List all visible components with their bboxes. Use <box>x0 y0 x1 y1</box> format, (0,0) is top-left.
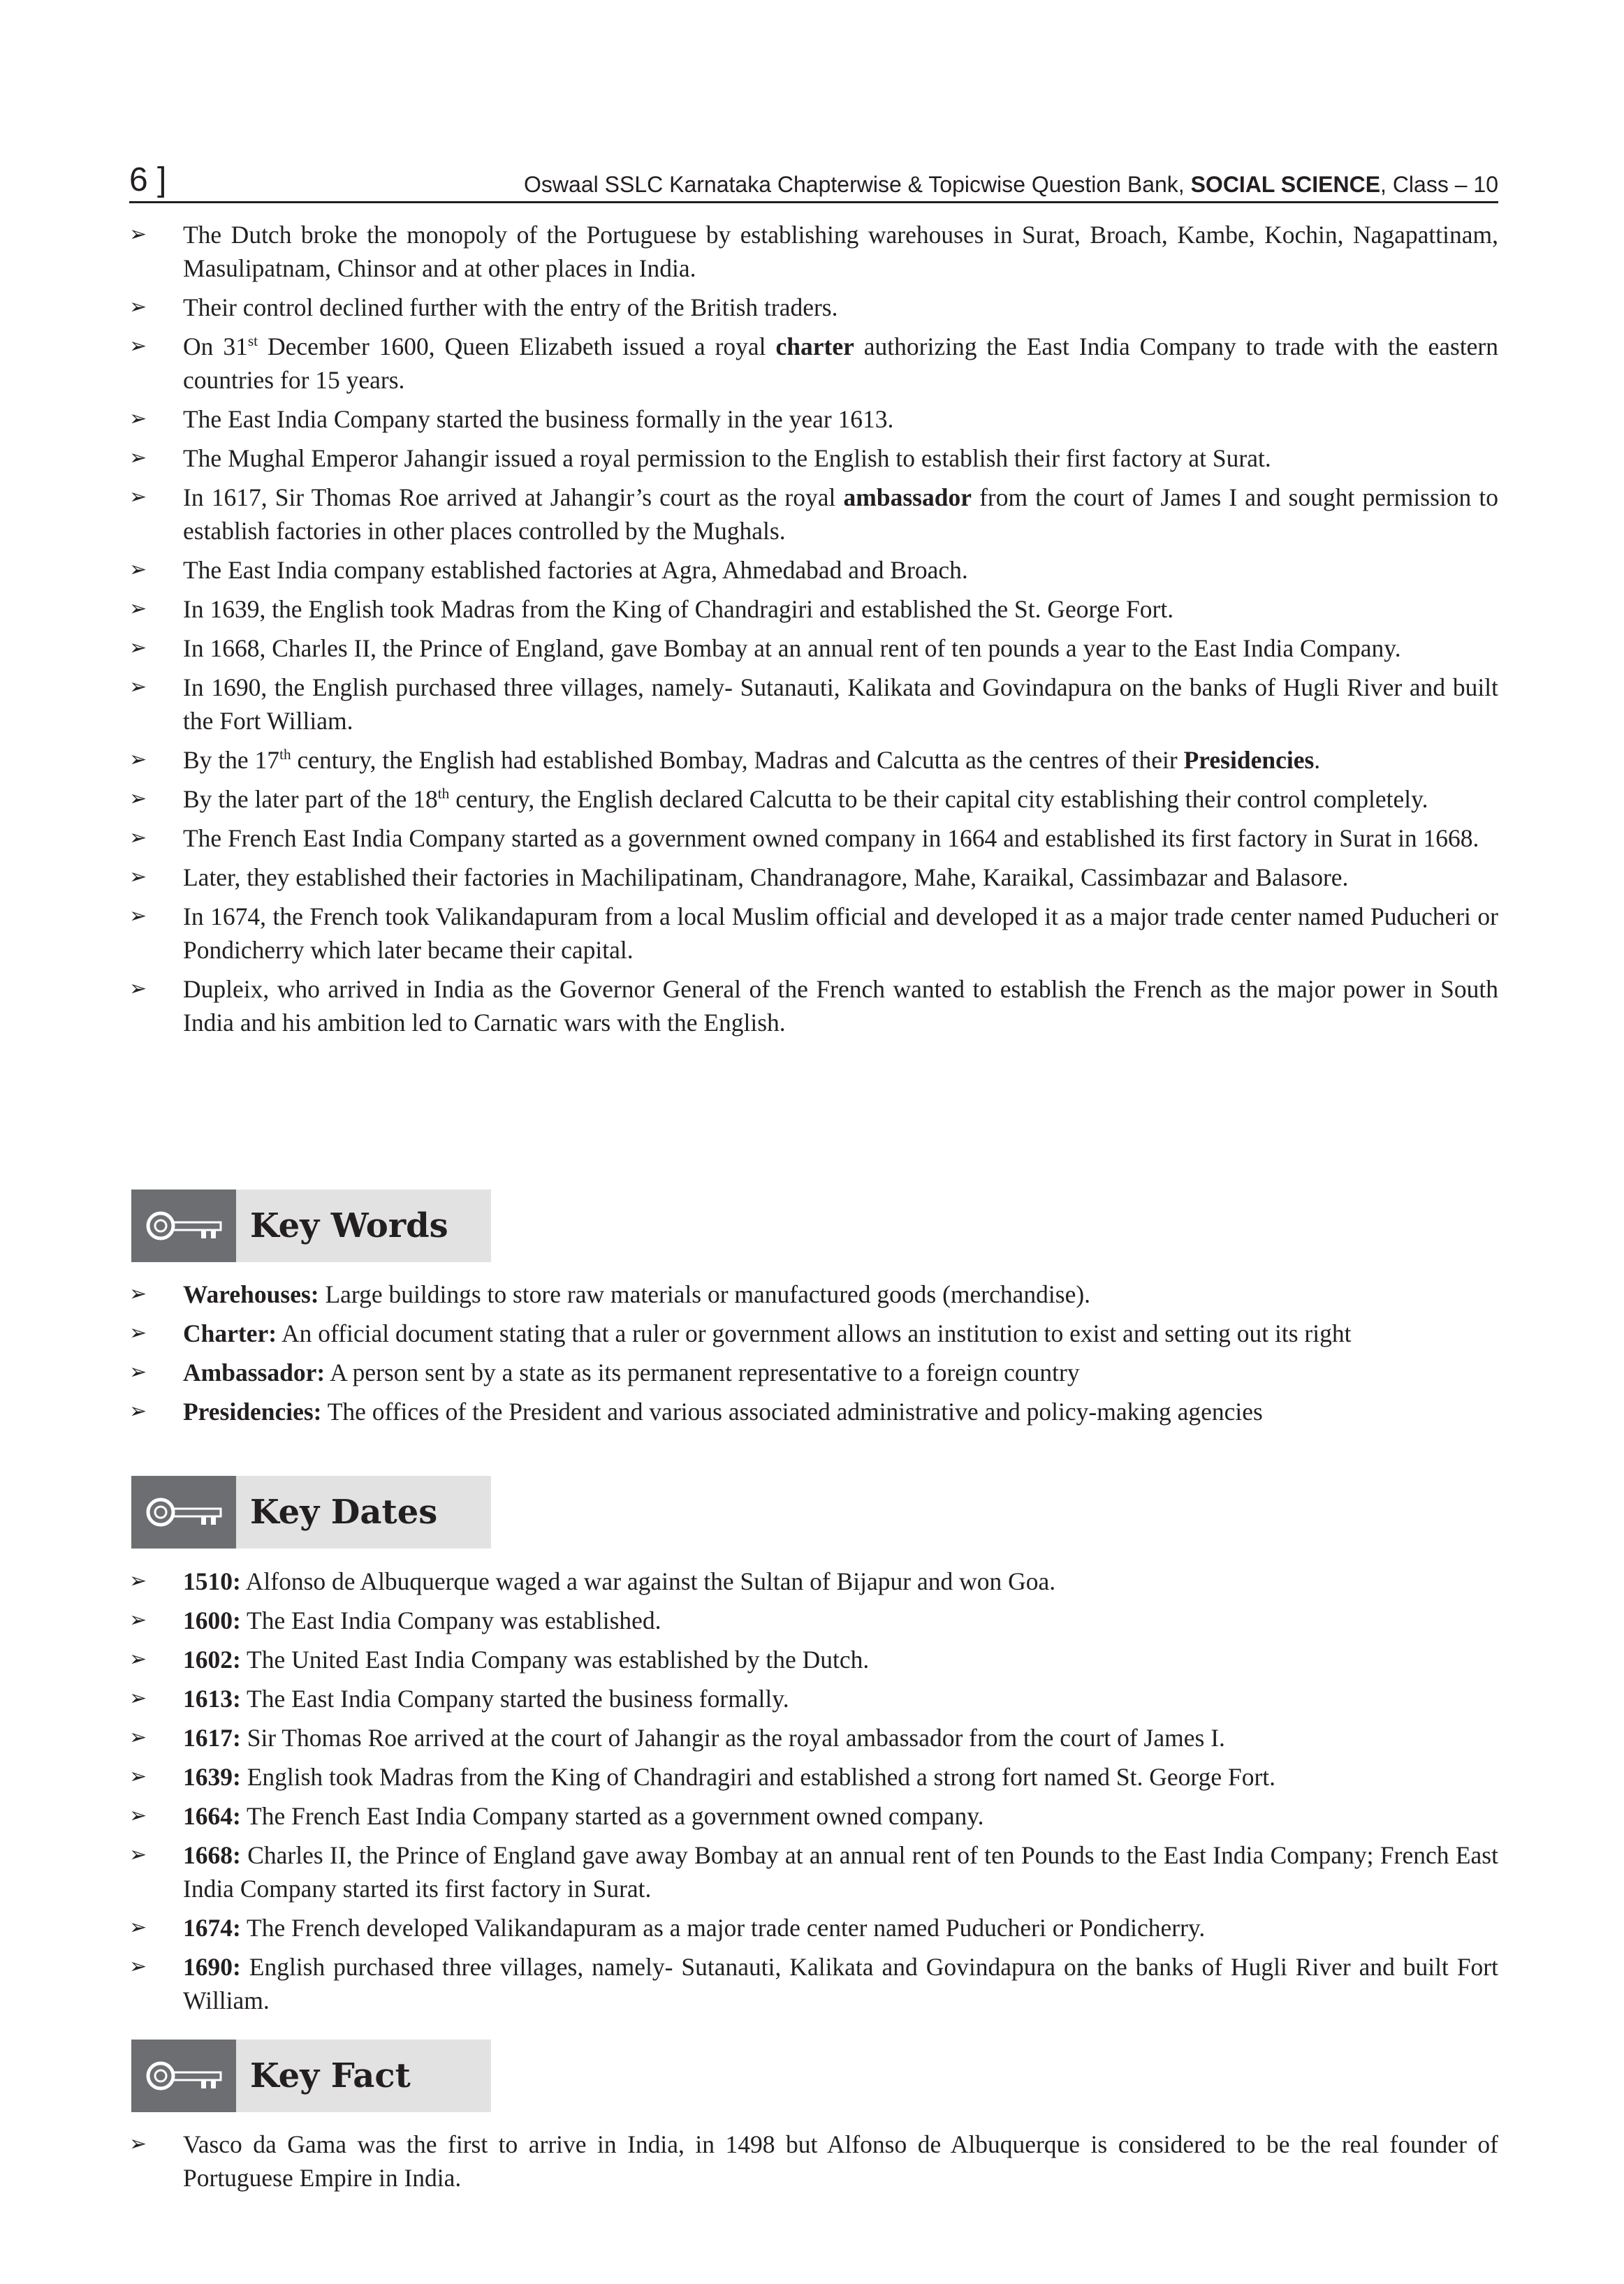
item-text: . <box>1314 746 1321 774</box>
item-term: 1664: <box>183 1802 241 1830</box>
list-item <box>129 1604 1498 1637</box>
list-item <box>129 291 1498 324</box>
item-text: from the court of James I and sought permission to establish factories in other places controlled by the Mughals. <box>183 483 1498 545</box>
arrowhead-bullet-icon: ➢ <box>129 222 147 247</box>
item-text: The French East India Company started as a government owned company in 1664 and established its first factory in Surat in 1668. <box>183 824 1479 852</box>
arrowhead-bullet-icon: ➢ <box>129 295 147 319</box>
item-definition: Large buildings to store raw materials or manufactured goods (merchandise). <box>319 1280 1091 1308</box>
arrowhead-bullet-icon: ➢ <box>129 786 147 811</box>
arrowhead-bullet-icon: ➢ <box>129 1686 147 1711</box>
item-term: 1602: <box>183 1646 241 1674</box>
arrowhead-bullet-icon: ➢ <box>129 976 147 1001</box>
item-definition: Alfonso de Albuquerque waged a war against the Sultan of Bijapur and won Goa. <box>240 1567 1056 1595</box>
list-item <box>129 671 1498 738</box>
key-dates-list <box>129 1565 1498 2023</box>
item-text: The East India Company started the business formally in the year 1613. <box>183 405 894 433</box>
item-text: In 1617, Sir Thomas Roe arrived at Jahangir’s court as the royal <box>183 483 844 511</box>
item-text: In 1674, the French took Valikandapuram from a local Muslim official and developed it as a major trade center named Puducheri or Pondicherry which later became their capital. <box>183 902 1498 964</box>
list-item <box>129 1838 1498 1905</box>
item-text: On 31 <box>183 332 248 360</box>
item-text: By the 17 <box>183 746 280 774</box>
highlighted-term: ambassador <box>843 483 972 511</box>
arrowhead-bullet-icon: ➢ <box>129 636 147 660</box>
arrowhead-bullet-icon: ➢ <box>129 1321 147 1345</box>
item-term: 1613: <box>183 1685 241 1713</box>
arrowhead-bullet-icon: ➢ <box>129 1569 147 1593</box>
list-item <box>129 1950 1498 2017</box>
arrowhead-bullet-icon: ➢ <box>129 557 147 582</box>
list-item <box>129 441 1498 475</box>
arrowhead-bullet-icon: ➢ <box>129 1647 147 1671</box>
item-definition: A person sent by a state as its permanent representative to a foreign country <box>325 1359 1080 1386</box>
item-definition: The French East India Company started as a government owned company. <box>240 1802 984 1830</box>
item-definition: The French developed Valikandapuram as a major trade center named Puducheri or Pondicherry. <box>240 1914 1206 1942</box>
running-head <box>524 173 1498 196</box>
item-text: December 1600, Queen Elizabeth issued a royal <box>258 332 776 360</box>
item-text: The East India company established factories at Agra, Ahmedabad and Broach. <box>183 556 968 584</box>
list-item <box>129 1911 1498 1945</box>
highlighted-term: charter <box>775 332 854 360</box>
item-definition: The United East India Company was established by the Dutch. <box>240 1646 870 1674</box>
item-term: Warehouses: <box>183 1280 319 1308</box>
key-icon-box <box>131 2040 236 2112</box>
running-head-subject: SOCIAL SCIENCE <box>1190 172 1381 197</box>
arrowhead-bullet-icon: ➢ <box>129 1360 147 1384</box>
item-term: 1639: <box>183 1763 241 1791</box>
list-item <box>129 631 1498 665</box>
key-dates-heading <box>131 1476 491 1549</box>
arrowhead-bullet-icon: ➢ <box>129 1843 147 1867</box>
list-item <box>129 592 1498 626</box>
item-definition: The East India Company started the business formally. <box>240 1685 789 1713</box>
ordinal-suffix: st <box>247 332 258 350</box>
arrowhead-bullet-icon: ➢ <box>129 485 147 509</box>
key-icon <box>145 1210 224 1241</box>
item-text: Their control declined further with the entry of the British traders. <box>183 293 838 321</box>
item-text: The Mughal Emperor Jahangir issued a royal permission to the English to establish their first factory at Surat. <box>183 444 1271 472</box>
key-fact-heading <box>131 2040 491 2112</box>
item-definition: Sir Thomas Roe arrived at the court of Jahangir as the royal ambassador from the court of James I. <box>240 1724 1225 1752</box>
arrowhead-bullet-icon: ➢ <box>129 334 147 358</box>
list-item <box>129 900 1498 967</box>
list-item <box>129 218 1498 285</box>
key-words-list <box>129 1278 1498 1434</box>
highlighted-term: Presidencies <box>1183 746 1315 774</box>
running-head-suffix: , Class – 10 <box>1380 172 1498 197</box>
list-item <box>129 972 1498 1039</box>
list-item <box>129 553 1498 587</box>
ordinal-suffix: th <box>279 746 291 763</box>
item-definition: An official document stating that a ruler or government allows an institution to exist and setting out its right <box>277 1319 1352 1347</box>
list-item <box>129 1278 1498 1311</box>
arrowhead-bullet-icon: ➢ <box>129 904 147 928</box>
item-text: In 1690, the English purchased three villages, namely- Sutanauti, Kalikata and Govindapura on the banks of Hugli River and built the Fort William. <box>183 673 1498 735</box>
item-definition: Charles II, the Prince of England gave away Bombay at an annual rent of ten Pounds to the East India Company; French East India Company started its first factory in Surat. <box>183 1841 1498 1903</box>
key-fact-title: Key Fact <box>250 2056 411 2095</box>
item-term: 1600: <box>183 1606 241 1634</box>
arrowhead-bullet-icon: ➢ <box>129 1608 147 1632</box>
list-item <box>129 481 1498 548</box>
arrowhead-bullet-icon: ➢ <box>129 865 147 889</box>
list-item <box>129 330 1498 397</box>
key-icon <box>145 1497 224 1528</box>
list-item <box>129 402 1498 436</box>
key-icon <box>145 2060 224 2091</box>
list-item <box>129 1395 1498 1428</box>
item-term: Charter: <box>183 1319 277 1347</box>
main-points-list <box>129 218 1498 1045</box>
ordinal-suffix: th <box>437 785 450 803</box>
list-item <box>129 782 1498 816</box>
item-text: century, the English declared Calcutta to be their capital city establishing their control completely. <box>449 785 1428 813</box>
arrowhead-bullet-icon: ➢ <box>129 826 147 850</box>
key-words-heading <box>131 1189 491 1262</box>
item-term: Ambassador: <box>183 1359 325 1386</box>
item-text: century, the English had established Bombay, Madras and Calcutta as the centres of their <box>291 746 1184 774</box>
list-item <box>129 1721 1498 1755</box>
list-item <box>129 1565 1498 1598</box>
item-definition: English purchased three villages, namely- Sutanauti, Kalikata and Govindapura on the banks of Hugli River and built Fort William. <box>183 1953 1498 2014</box>
item-text: Vasco da Gama was the first to arrive in India, in 1498 but Alfonso de Albuquerque is considered to be the real founder of Portuguese Empire in India. <box>183 2130 1498 2192</box>
key-words-title: Key Words <box>250 1206 448 1245</box>
item-term: 1510: <box>183 1567 241 1595</box>
arrowhead-bullet-icon: ➢ <box>129 747 147 772</box>
list-item <box>129 2128 1498 2195</box>
list-item <box>129 821 1498 855</box>
key-icon-box <box>131 1476 236 1549</box>
item-term: 1674: <box>183 1914 241 1942</box>
list-item <box>129 1356 1498 1389</box>
arrowhead-bullet-icon: ➢ <box>129 1399 147 1423</box>
arrowhead-bullet-icon: ➢ <box>129 446 147 470</box>
key-dates-title: Key Dates <box>250 1493 438 1532</box>
item-text: The Dutch broke the monopoly of the Portuguese by establishing warehouses in Surat, Broach, Kambe, Kochin, Nagapattinam, Masulipatnam, Chinsor and at other places in India. <box>183 221 1498 282</box>
item-text: Dupleix, who arrived in India as the Governor General of the French wanted to establish the French as the major power in South India and his ambition led to Carnatic wars with the English. <box>183 975 1498 1037</box>
item-text: Later, they established their factories in Machilipatinam, Chandranagore, Mahe, Karaikal, Cassimbazar and Balasore. <box>183 863 1349 891</box>
list-item <box>129 861 1498 894</box>
arrowhead-bullet-icon: ➢ <box>129 1764 147 1789</box>
page-header <box>129 159 1498 203</box>
arrowhead-bullet-icon: ➢ <box>129 675 147 699</box>
arrowhead-bullet-icon: ➢ <box>129 1803 147 1828</box>
item-definition: The offices of the President and various associated administrative and policy-making agencies <box>321 1398 1263 1426</box>
item-text: By the later part of the 18 <box>183 785 438 813</box>
item-text: authorizing the East India Company to trade with the eastern countries for 15 years. <box>183 332 1499 394</box>
item-text: In 1639, the English took Madras from the King of Chandragiri and established the St. George Fort. <box>183 595 1174 623</box>
key-fact-list <box>129 2128 1498 2200</box>
item-definition: The East India Company was established. <box>240 1606 661 1634</box>
item-term: Presidencies: <box>183 1398 322 1426</box>
running-head-prefix: Oswaal SSLC Karnataka Chapterwise & Topicwise Question Bank, <box>524 172 1191 197</box>
arrowhead-bullet-icon: ➢ <box>129 1282 147 1306</box>
list-item <box>129 1799 1498 1833</box>
list-item <box>129 1682 1498 1715</box>
arrowhead-bullet-icon: ➢ <box>129 1915 147 1940</box>
list-item <box>129 1760 1498 1794</box>
key-icon-box <box>131 1189 236 1262</box>
item-text: In 1668, Charles II, the Prince of England, gave Bombay at an annual rent of ten pounds a year to the East India Company. <box>183 634 1401 662</box>
arrowhead-bullet-icon: ➢ <box>129 1954 147 1979</box>
page-number: 6 ] <box>129 161 167 198</box>
arrowhead-bullet-icon: ➢ <box>129 596 147 621</box>
arrowhead-bullet-icon: ➢ <box>129 407 147 431</box>
item-definition: English took Madras from the King of Chandragiri and established a strong fort named St. George Fort. <box>240 1763 1276 1791</box>
item-term: 1668: <box>183 1841 241 1869</box>
list-item <box>129 743 1498 777</box>
arrowhead-bullet-icon: ➢ <box>129 2132 147 2156</box>
list-item <box>129 1317 1498 1350</box>
item-term: 1690: <box>183 1953 241 1981</box>
arrowhead-bullet-icon: ➢ <box>129 1725 147 1750</box>
list-item <box>129 1643 1498 1676</box>
item-term: 1617: <box>183 1724 241 1752</box>
